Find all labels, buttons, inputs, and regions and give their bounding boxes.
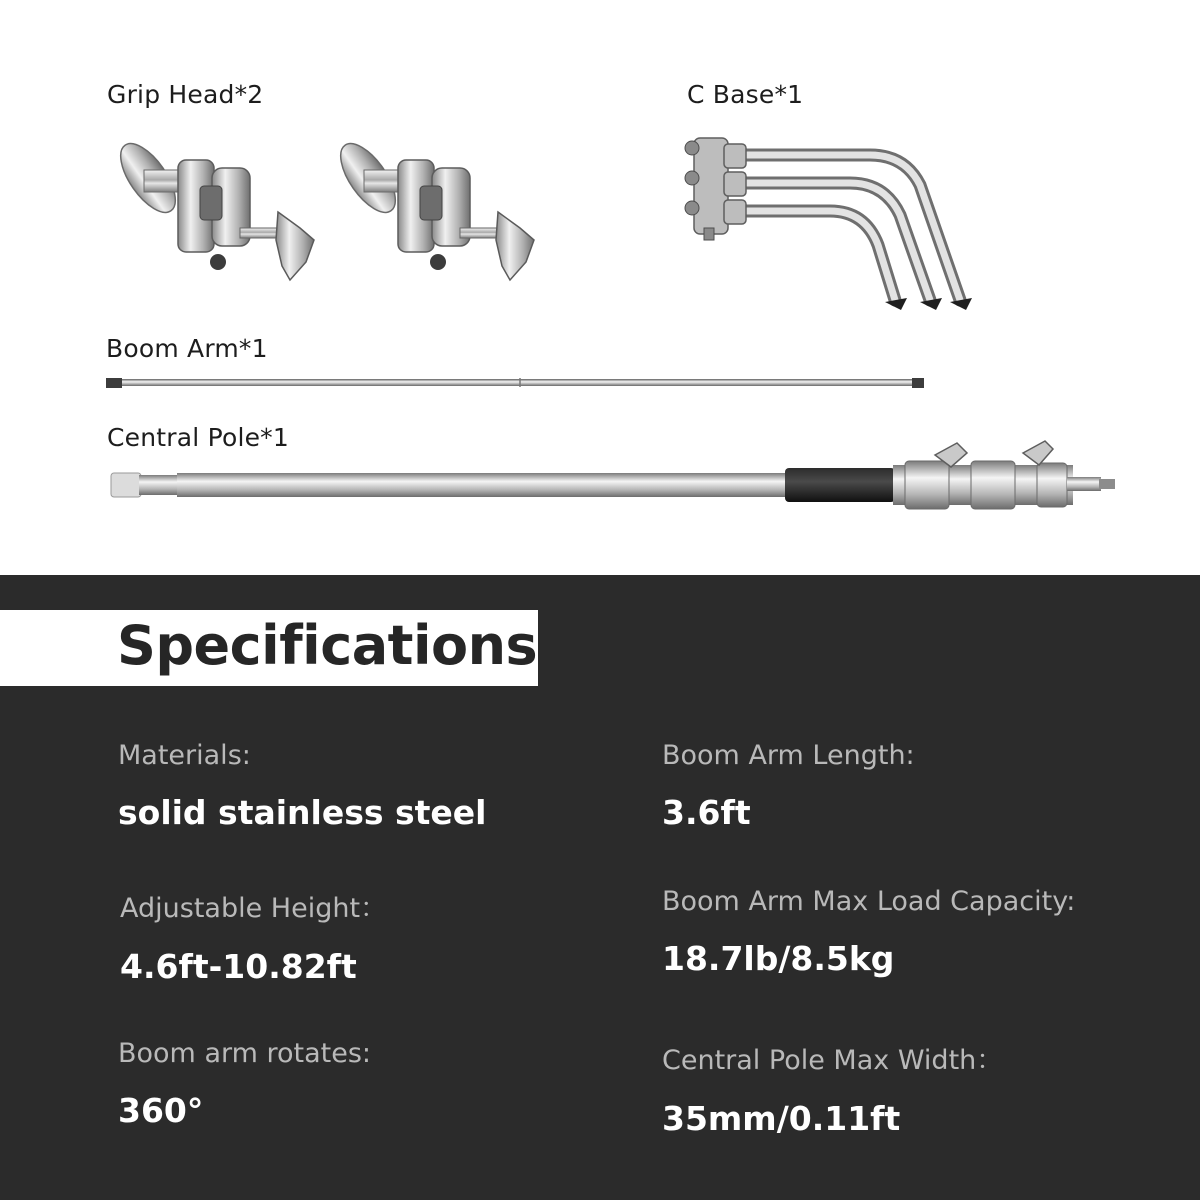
spec-label: Boom Arm Length: xyxy=(662,740,915,771)
specifications-title: Specifications xyxy=(117,614,538,677)
spec-value: 18.7lb/8.5kg xyxy=(662,939,895,978)
spec-label: Materials: xyxy=(118,740,251,771)
spec-value: 3.6ft xyxy=(662,793,751,832)
spec-label: Adjustable Height： xyxy=(120,893,388,924)
spec-label: Boom Arm Max Load Capacity: xyxy=(662,886,1076,917)
specifications-panel xyxy=(0,575,1200,1200)
spec-label: Central Pole Max Width： xyxy=(662,1045,1004,1076)
spec-boom-arm-rotates xyxy=(118,1038,371,1130)
spec-label: Boom arm rotates: xyxy=(118,1038,372,1069)
spec-value: solid stainless steel xyxy=(118,793,487,832)
c-base-label: C Base*1 xyxy=(687,80,804,109)
central-pole-image xyxy=(105,435,1120,515)
grip-head-1 xyxy=(110,135,314,280)
boom-arm-label: Boom Arm*1 xyxy=(106,334,268,363)
spec-boom-arm-length xyxy=(662,740,915,832)
grip-heads-image xyxy=(100,130,550,300)
boom-arm-image xyxy=(100,372,930,394)
spec-materials xyxy=(118,740,487,832)
spec-boom-arm-max-load xyxy=(662,886,1075,978)
grip-head-2 xyxy=(330,135,534,280)
spec-value: 4.6ft-10.82ft xyxy=(120,947,357,986)
c-base-image xyxy=(680,120,1030,315)
spec-value: 360° xyxy=(118,1091,204,1130)
spec-central-pole-max-width xyxy=(662,1038,1003,1138)
parts-section xyxy=(0,0,1200,575)
spec-adjustable-height xyxy=(120,886,387,986)
grip-head-label: Grip Head*2 xyxy=(107,80,264,109)
central-pole-label: Central Pole*1 xyxy=(107,423,289,452)
specifications-title-box xyxy=(0,610,538,686)
spec-value: 35mm/0.11ft xyxy=(662,1099,901,1138)
